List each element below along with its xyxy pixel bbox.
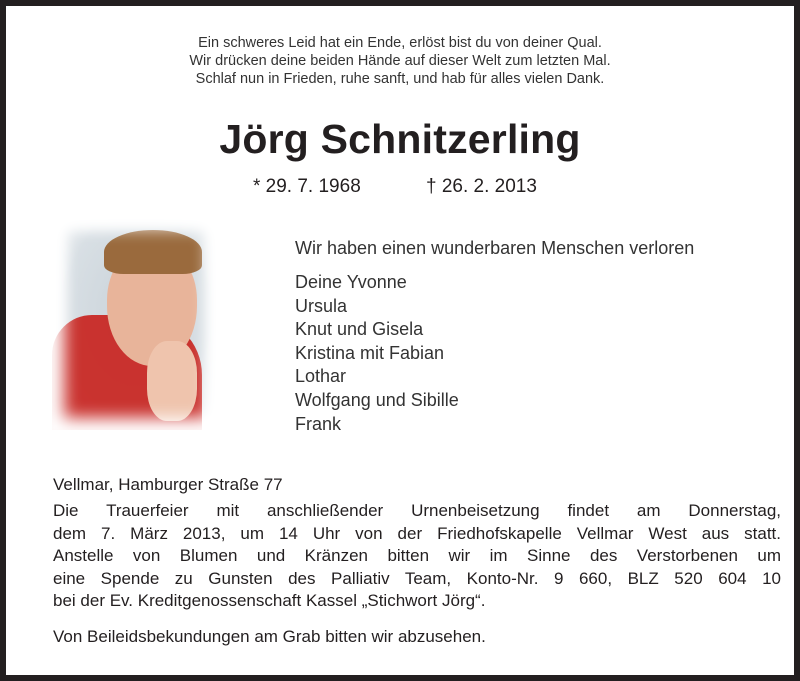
- mourners-intro: Wir haben einen wunderbaren Menschen verloren: [295, 238, 695, 258]
- mourner-name: Ursula: [295, 295, 348, 316]
- details-line: Anstelle von Blumen und Kränzen bitten wir im Sinne des Verstorbenen um: [53, 546, 781, 565]
- portrait-photo: [52, 216, 220, 430]
- mourner-name: Knut und Gisela: [295, 319, 424, 340]
- photo-vignette: [52, 216, 220, 430]
- mourner-name: Lothar: [295, 366, 347, 387]
- birth-date: * 29. 7. 1968: [253, 176, 361, 197]
- mourner-name: Wolfgang und Sibille: [295, 389, 459, 410]
- death-date: † 26. 2. 2013: [426, 176, 537, 197]
- verse-line: Ein schweres Leid hat ein Ende, erlöst bist du von deiner Qual.: [198, 35, 602, 51]
- verse-line: Schlaf nun in Frieden, ruhe sanft, und hab für alles vielen Dank.: [195, 71, 605, 87]
- details-line: eine Spende zu Gunsten des Palliativ Team, Konto-Nr. 9 660, BLZ 520 604 10: [53, 568, 781, 588]
- funeral-details: [53, 500, 781, 613]
- verse-line: Wir drücken deine beiden Hände auf dieser Welt zum letzten Mal.: [189, 53, 611, 69]
- details-line: dem 7. März 2013, um 14 Uhr von der Friedhofskapelle Vellmar West aus statt.: [53, 523, 781, 543]
- mourners-list: [295, 271, 459, 436]
- closing-note: Von Beileidsbekundungen am Grab bitten wir abzusehen.: [53, 627, 486, 646]
- details-line: bei der Ev. Kreditgenossenschaft Kassel „Stichwort Jörg“.: [53, 591, 486, 610]
- mourner-name: Kristina mit Fabian: [295, 342, 445, 363]
- mourner-name: Deine Yvonne: [295, 272, 407, 292]
- obituary-notice: [6, 6, 794, 675]
- deceased-name: Jörg Schnitzerling: [219, 116, 581, 162]
- mourner-name: Frank: [295, 413, 342, 434]
- address: Vellmar, Hamburger Straße 77: [53, 475, 283, 494]
- memorial-verse: [6, 34, 794, 88]
- details-line: Die Trauerfeier mit anschließender Urnenbeisetzung findet am Donnerstag,: [53, 501, 781, 520]
